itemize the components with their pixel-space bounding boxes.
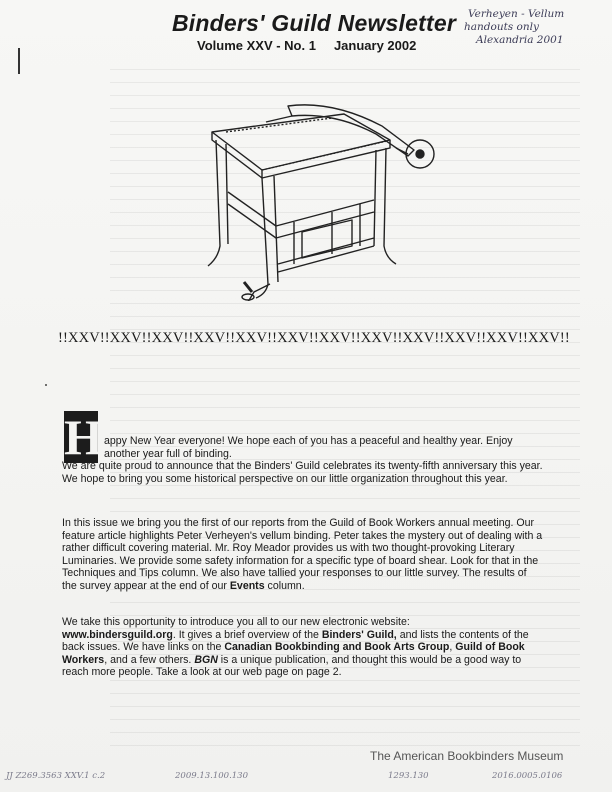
intro-paragraph: appy New Year everyone! We hope each of you has a peaceful and healthy year. Enjoy another year full of binding.	[104, 435, 513, 460]
paragraph-text: ,	[449, 641, 456, 653]
board-shear-icon	[182, 96, 444, 301]
drop-cap: H	[64, 409, 103, 465]
paragraph-text: column.	[264, 579, 305, 592]
issue-line	[197, 38, 434, 53]
accession-number: 2016.0005.0106	[492, 771, 563, 781]
events-column-name: Events	[229, 579, 265, 592]
issue-contents-paragraph	[62, 517, 544, 592]
stray-mark	[45, 384, 47, 386]
accession-number: JJ Z269.3563 XXV.1 c.2	[6, 771, 106, 781]
museum-watermark: The American Bookbinders Museum	[370, 749, 564, 763]
canadian-group-name: Canadian Bookbinding and Book Arts Group	[224, 641, 450, 653]
handwritten-line: handouts only	[464, 21, 539, 33]
margin-mark	[18, 48, 20, 74]
gbw-name: Guild of Book Workers	[62, 641, 525, 666]
paragraph-text: . It gives a brief overview of the	[172, 628, 322, 641]
volume-number: Volume XXV - No. 1	[197, 38, 316, 53]
paragraph-text: We take this opportunity to introduce you all to our new electronic website:	[62, 616, 410, 628]
paragraph-text: is a unique publication, and thought this would be a good way to reach more people. Take a look at our web page on page 2.	[62, 653, 522, 678]
paragraph-text: and lists the contents of the back issues. We have links on the	[62, 628, 529, 653]
handwritten-line: Alexandria 2001	[476, 34, 564, 46]
accession-number: 2009.13.100.130	[175, 771, 249, 781]
paragraph-text: , and a few others.	[104, 653, 195, 666]
website-paragraph	[62, 616, 544, 679]
handwritten-note	[464, 8, 598, 47]
handwritten-line: Verheyen - Vellum	[468, 8, 565, 20]
website-url: www.bindersguild.org	[62, 628, 173, 641]
issue-date: January 2002	[333, 38, 417, 53]
newsletter-title: Binders' Guild Newsletter	[172, 10, 456, 36]
guild-name: Binders' Guild,	[321, 628, 397, 641]
bgn-abbrev: BGN	[194, 653, 218, 666]
anniversary-paragraph: We are quite proud to announce that the Binders' Guild celebrates its twenty-fifth anniversary this year. We hope to bring you some historical perspective on our little organization throughout this year.	[62, 460, 543, 485]
paragraph-text: In this issue we bring you the first of our reports from the Guild of Book Workers annual meeting. Our feature article highlights Peter Verheyen's vellum binding. Peter takes the mystery out of dealing with a rather difficult covering material. Mr. Roy Meador provides us with two thought-provoking Literary Luminaries. We provide some safety information for a specific type of board shear. Look for that in the Techniques and Tips column. We also have tallied your responses to our little survey. The results of the survey appear at the end of our	[62, 517, 543, 592]
accession-number: 1293.130	[388, 771, 429, 781]
anniversary-banner: !!XXV!!XXV!!XXV!!XXV!!XXV!!XXV!!XXV!!XXV!!XXV!!XXV!!XXV!!XXV!!	[58, 330, 570, 346]
